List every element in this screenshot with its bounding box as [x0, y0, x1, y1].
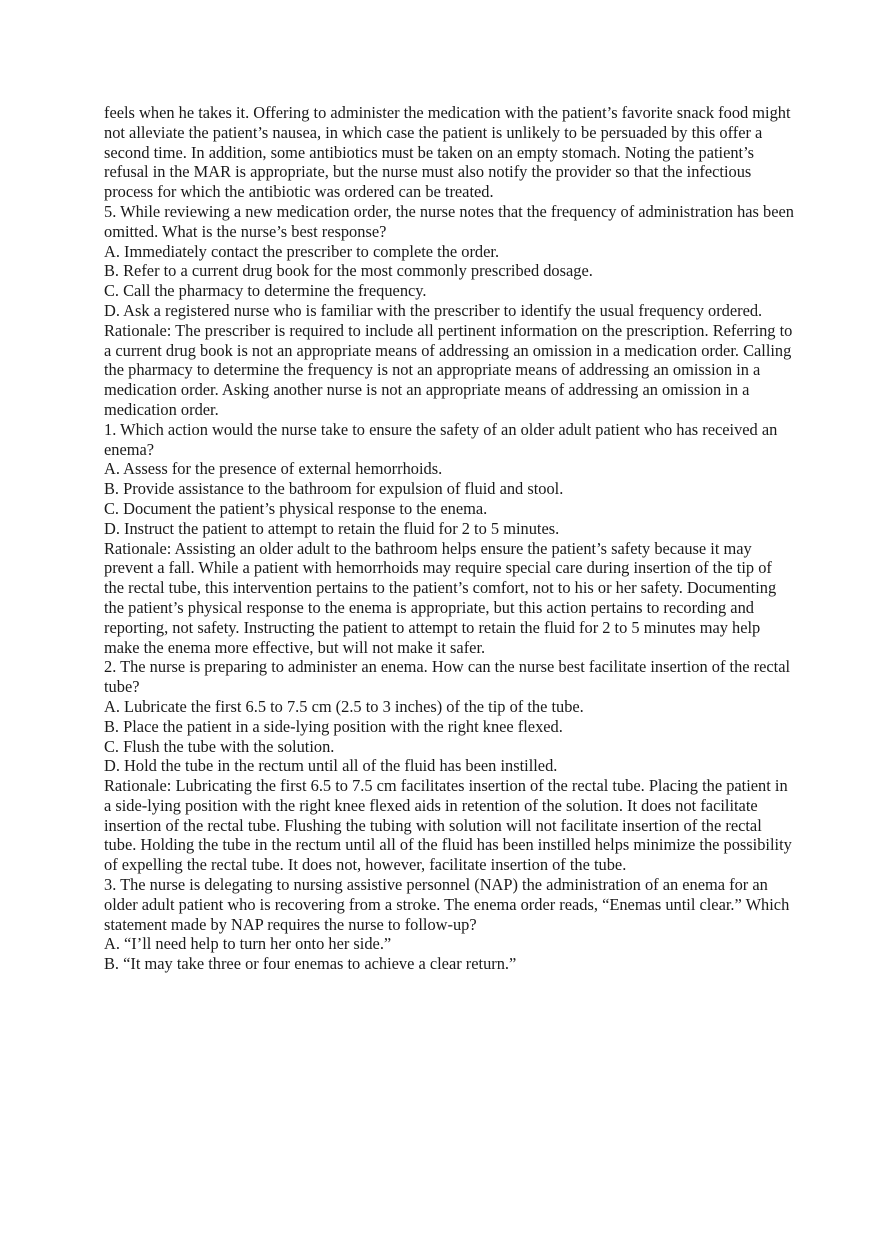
option-b: B. Refer to a current drug book for the most commonly prescribed dosage. — [104, 261, 593, 281]
option-b: B. “It may take three or four enemas to achieve a clear return.” — [104, 954, 517, 974]
document-body — [104, 103, 794, 974]
option-a: A. Assess for the presence of external hemorrhoids. — [104, 459, 443, 479]
rationale-paragraph: Rationale: The prescriber is required to include all pertinent information on the prescription. Referring to a current drug book is not an appropriate means of addressing an omission in a medication order. Calling the pharmacy to determine the frequency is not an appropriate means of addressing an omission in a medication order. Asking another nurse is not an appropriate means of addressing an omission in a medication order. — [104, 320, 793, 419]
option-c: C. Document the patient’s physical response to the enema. — [104, 498, 488, 518]
rationale-paragraph: Rationale: Assisting an older adult to the bathroom helps ensure the patient’s safety because it may prevent a fall. While a patient with hemorrhoids may require special care during insertion of the tip of the rectal tube, this intervention pertains to the patient’s comfort, not to his or her safety. Documenting the patient’s physical response to the enema is appropriate, but this action pertains to recording and reporting, not safety. Instructing the patient to attempt to retain the fluid for 2 to 5 minutes may help make the enema more effective, but will not make it safer. — [104, 538, 777, 657]
option-c: C. Call the pharmacy to determine the frequency. — [104, 281, 427, 301]
rationale-paragraph: feels when he takes it. Offering to administer the medication with the patient’s favorite snack food might not alleviate the patient’s nausea, in which case the patient is unlikely to be persuaded by this offer a second time. In addition, some antibiotics must be taken on an empty stomach. Noting the patient’s refusal in the MAR is appropriate, but the nurse must also notify the provider so that the infectious process for which the antibiotic was ordered can be treated. — [104, 103, 791, 202]
question-2: 2. The nurse is preparing to administer an enema. How can the nurse best facilitate insertion of the rectal tube? — [104, 657, 791, 697]
option-a: A. Lubricate the first 6.5 to 7.5 cm (2.5 to 3 inches) of the tip of the tube. — [104, 696, 584, 716]
option-d: D. Ask a registered nurse who is familiar with the prescriber to identify the usual frequency ordered. — [104, 300, 763, 320]
question-3: 3. The nurse is delegating to nursing assistive personnel (NAP) the administration of an enema for an older adult patient who is recovering from a stroke. The enema order reads, “Enemas until clear.” Which statement made by NAP requires the nurse to follow-up? — [104, 875, 790, 934]
question-1: 1. Which action would the nurse take to ensure the safety of an older adult patient who has received an enema? — [104, 419, 778, 459]
option-d: D. Hold the tube in the rectum until all of the fluid has been instilled. — [104, 756, 558, 776]
rationale-paragraph: Rationale: Lubricating the first 6.5 to 7.5 cm facilitates insertion of the rectal tube. Placing the patient in a side-lying position with the right knee flexed aids in retention of the solution. It does not facilitate insertion of the rectal tube. Flushing the tubing with solution will not facilitate insertion of the rectal tube. Holding the tube in the rectum until all of the fluid has been instilled helps minimize the possibility of expelling the rectal tube. It does not, however, facilitate insertion of the tube. — [104, 776, 792, 875]
option-d: D. Instruct the patient to attempt to retain the fluid for 2 to 5 minutes. — [104, 518, 560, 538]
option-b: B. Place the patient in a side-lying position with the right knee flexed. — [104, 716, 563, 736]
question-5: 5. While reviewing a new medication order, the nurse notes that the frequency of administration has been omitted. What is the nurse’s best response? — [104, 201, 794, 241]
option-a: A. Immediately contact the prescriber to complete the order. — [104, 241, 500, 261]
option-a: A. “I’ll need help to turn her onto her side.” — [104, 934, 392, 954]
option-b: B. Provide assistance to the bathroom for expulsion of fluid and stool. — [104, 479, 564, 499]
option-c: C. Flush the tube with the solution. — [104, 736, 335, 756]
